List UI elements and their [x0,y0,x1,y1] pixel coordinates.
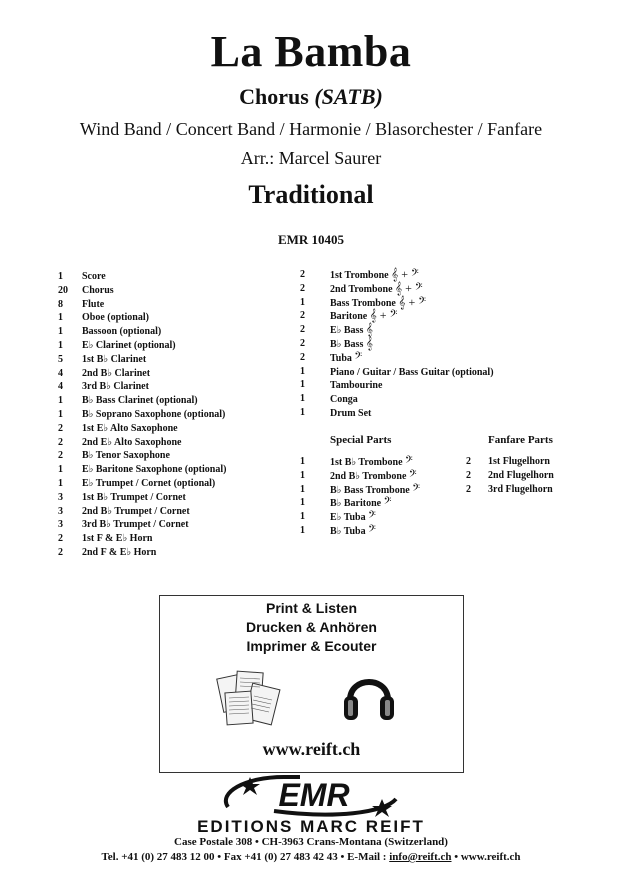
part-name-text: B♭ Bass Trombone [330,484,410,496]
part-name-text: 1st B♭ Clarinet [82,353,147,365]
part-name-text: 1st B♭ Trumpet / Cornet [82,491,186,503]
part-name [330,309,397,324]
part-quantity: 3 [58,519,63,531]
part-quantity: 1 [58,271,63,282]
clef-icon: 𝄢 [368,509,376,524]
special-parts-heading: Special Parts [330,434,392,446]
part-quantity: 1 [300,393,305,405]
part-quantity: 1 [58,395,63,407]
part-quantity: 5 [58,353,63,365]
clef-icon: 𝄢 [368,522,376,537]
part-name-text: 2nd Trombone [330,283,393,295]
part-name-text: Tambourine [330,380,383,392]
part-quantity: 2 [300,282,305,294]
part-name-text: 3rd B♭ Clarinet [82,381,149,393]
part-name-text: 1st E♭ Alto Saxophone [82,422,178,434]
part-name [330,469,417,484]
part-name-text: Conga [330,394,358,406]
part-name-text: Score [82,271,106,282]
part-name-text: Flute [82,298,105,310]
part-name-text: Piano / Guitar / Bass Guitar (optional) [330,366,494,378]
part-name-text: 2nd Flugelhorn [488,469,554,481]
part-name [330,496,391,511]
email-link[interactable]: info@reift.ch [389,851,452,863]
part-quantity: 1 [58,339,63,351]
part-name [82,546,156,560]
part-name [82,339,176,353]
part-quantity: 1 [300,406,305,418]
part-quantity: 1 [58,464,63,476]
part-name-text: B♭ Baritone [330,498,382,510]
part-name-text: 1st Flugelhorn [488,456,550,467]
part-name [82,491,186,505]
promo-line-1: Print & Listen [265,600,357,616]
part-name [82,532,152,546]
part-name [82,270,106,284]
part-name-text: B♭ Tuba [330,525,366,537]
part-quantity: 2 [58,450,63,462]
part-name-text: Baritone [330,311,368,323]
clef-icon: 𝄢 [408,467,417,482]
part-quantity: 2 [300,337,305,349]
publisher-name: EDITIONS MARC REIFT [197,817,425,836]
promo-line-2: Drucken & Anhören [246,619,377,635]
part-quantity: 2 [300,269,305,280]
part-quantity: 1 [300,483,305,495]
clef-icon: 𝄞 + 𝄢 [369,308,398,323]
part-quantity: 2 [466,456,471,467]
part-name [488,483,553,497]
subtitle-voicing: (SATB) [314,84,383,109]
catalog-number: EMR 10405 [277,232,345,247]
part-name-text: 3rd B♭ Trumpet / Cornet [82,519,189,531]
part-quantity: 8 [58,298,63,310]
part-name-text: E♭ Tuba [330,512,366,524]
part-quantity: 1 [300,524,305,536]
part-name-text: B♭ Tenor Saxophone [82,450,170,462]
part-name-text: E♭ Clarinet (optional) [82,339,176,351]
part-quantity: 2 [58,546,63,558]
part-name-text: Oboe (optional) [82,312,149,324]
part-quantity: 1 [300,469,305,481]
part-name-text: 2nd E♭ Alto Saxophone [82,436,182,448]
part-name [330,406,371,421]
part-name [82,477,215,491]
part-name [82,284,114,298]
part-name [82,518,189,532]
clef-icon: 𝄞 + 𝄢 [391,267,419,281]
part-name [82,353,146,367]
sheet-music-icon [216,666,282,730]
part-quantity: 1 [300,497,305,509]
fanfare-parts-heading: Fanfare Parts [488,434,553,446]
arranger: Arr.: Marcel Saurer [240,148,382,168]
clef-icon: 𝄞 + 𝄢 [398,294,426,309]
part-name-text: Tuba [330,352,352,364]
part-name-text: 1st B♭ Trombone [330,457,403,468]
part-name-text: E♭ Trumpet / Cornet (optional) [82,477,216,489]
part-name-text: 2nd B♭ Clarinet [82,367,151,379]
part-name [82,311,149,325]
part-name [330,524,376,539]
part-name-text: B♭ Bass Clarinet (optional) [82,395,198,407]
part-quantity: 3 [58,505,63,517]
ensemble: Wind Band / Concert Band / Harmonie / Blasorchester / Fanfare [79,119,543,139]
part-name [82,367,150,381]
clef-icon: 𝄞 + 𝄢 [395,280,423,295]
part-name [82,463,226,477]
clef-icon: 𝄢 [383,495,392,510]
part-quantity: 1 [58,312,63,324]
clef-icon: 𝄞 [365,335,373,350]
clef-icon: 𝄢 [412,481,420,496]
clef-icon: 𝄞 [365,322,373,337]
clef-icon: 𝄢 [405,454,413,468]
part-name-text: Bass Trombone [330,297,396,309]
composer: Traditional [248,180,374,209]
contact-website: • www.reift.ch [451,851,521,863]
part-name [82,408,225,422]
part-name [330,378,382,393]
part-quantity: 2 [466,469,471,481]
part-name-text: Chorus [82,284,114,296]
part-quantity: 2 [58,436,63,448]
part-quantity: 1 [300,296,305,308]
publisher-contact [0,851,622,863]
part-name [330,337,373,352]
subtitle [0,84,622,110]
title: La Bamba [210,27,412,76]
part-name-text: 1st Trombone [330,270,389,281]
part-name [330,392,358,407]
part-quantity: 2 [58,422,63,434]
part-name [82,505,190,519]
part-name [82,449,170,463]
part-name-text: E♭ Bass [330,325,364,337]
publisher-address: Case Postale 308 • CH-3963 Crans-Montana (Switzerland) [174,836,448,848]
part-name [330,483,420,498]
promo-url-link[interactable]: www.reift.ch [262,739,361,759]
part-name-text: 1st F & E♭ Horn [82,533,153,545]
part-name [330,365,494,380]
emr-logo-text: EMR [278,777,350,813]
part-quantity: 2 [300,351,305,363]
part-name-text: 2nd B♭ Trombone [330,470,407,482]
part-name [488,455,550,469]
part-name-text: B♭ Bass [330,338,364,350]
part-name [330,351,362,366]
part-quantity: 1 [58,408,63,420]
print-listen-box [159,595,464,773]
part-quantity: 2 [58,533,63,545]
part-name [82,436,181,450]
part-name-text: B♭ Soprano Saxophone (optional) [82,408,226,420]
part-name [82,394,198,408]
part-quantity: 1 [58,326,63,338]
clef-icon: 𝄢 [354,349,363,364]
part-name [330,455,413,470]
part-quantity: 20 [58,284,68,296]
part-name-text: Bassoon (optional) [82,326,162,338]
emr-logo [214,773,408,817]
part-name [82,422,178,436]
part-name [82,380,149,394]
part-quantity: 1 [58,477,63,489]
part-quantity: 3 [58,491,63,503]
part-quantity: 1 [300,365,305,377]
part-name [82,298,104,312]
part-name-text: 3rd Flugelhorn [488,483,553,495]
part-name-text: E♭ Baritone Saxophone (optional) [82,464,227,476]
part-name [82,325,161,339]
promo-line-3: Imprimer & Ecouter [246,638,377,654]
contact-phone-fax: Tel. +41 (0) 27 483 12 00 • Fax +41 (0) 27 483 42 43 • E-Mail : [101,851,390,863]
part-name-text: 2nd B♭ Trumpet / Cornet [82,505,190,517]
part-name-text: Drum Set [330,407,372,419]
part-name [488,469,554,483]
part-name-text: 2nd F & E♭ Horn [82,546,157,558]
part-quantity: 4 [58,381,63,393]
subtitle-main: Chorus [239,84,315,109]
part-quantity: 4 [58,367,63,379]
part-quantity: 2 [300,310,305,322]
part-quantity: 2 [300,324,305,336]
part-quantity: 2 [466,483,471,495]
part-quantity: 1 [300,456,305,467]
part-quantity: 1 [300,379,305,391]
part-quantity: 1 [300,511,305,523]
headphones-icon [342,666,396,726]
